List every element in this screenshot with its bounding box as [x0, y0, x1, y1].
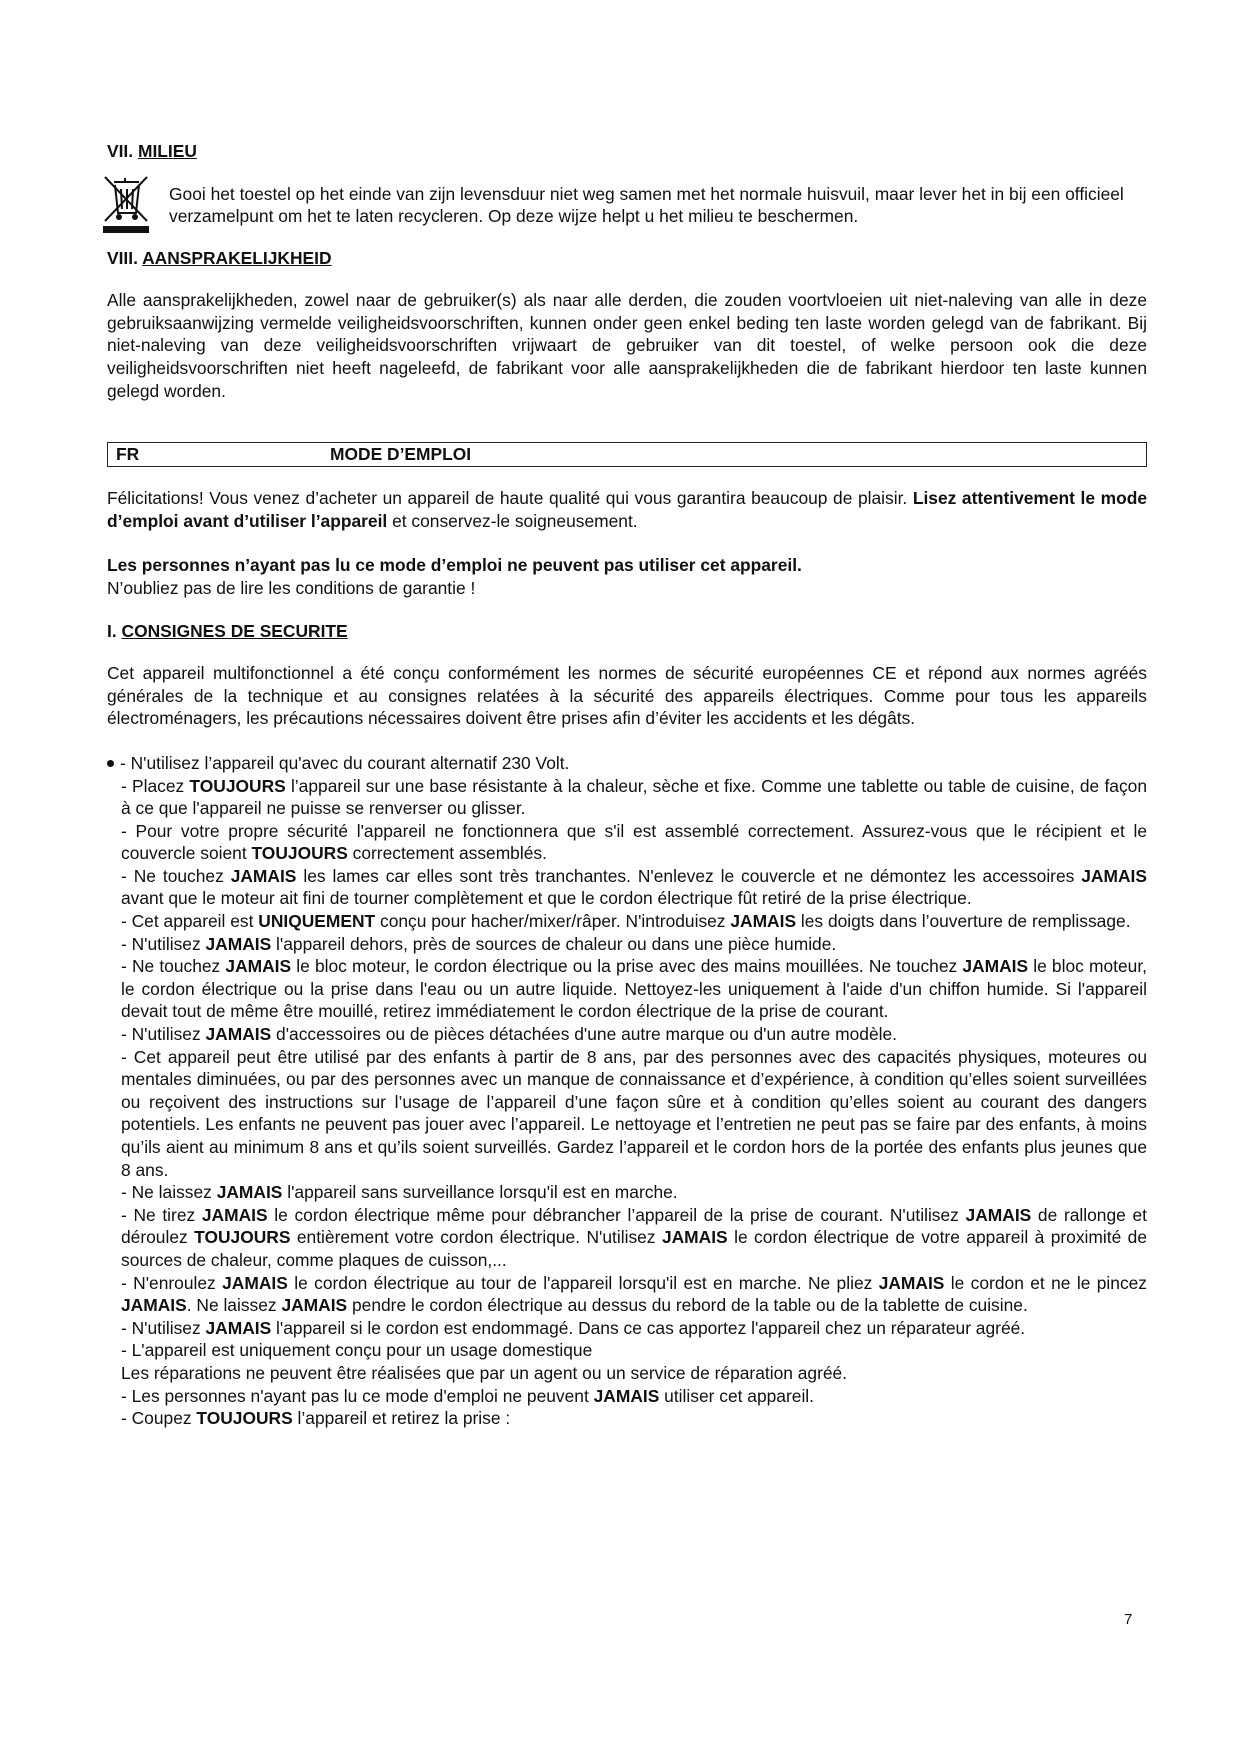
- rule-emphasis: JAMAIS: [230, 865, 297, 886]
- rule-text: - Pour votre propre sécurité l'appareil ne fonctionnera que s'il est assemblé correctement. Assurez-vous que le récipient et le couvercle soient: [121, 820, 1147, 864]
- rule-text: Les réparations ne peuvent être réalisées que par un agent ou un service de réparation agréé.: [121, 1362, 848, 1383]
- rule-text: - Ne laissez: [121, 1182, 217, 1203]
- section-heading-consignes: [107, 620, 1147, 643]
- rule-text: - N'enroulez: [121, 1272, 223, 1293]
- rule-text: - Ne touchez: [121, 865, 231, 886]
- rule-text: de rallonge et déroulez: [121, 1204, 1147, 1248]
- rule-emphasis: JAMAIS: [661, 1227, 728, 1248]
- rule-text: utiliser cet appareil.: [659, 1385, 814, 1406]
- safety-rule-item: [107, 1339, 1147, 1362]
- rule-emphasis: JAMAIS: [205, 933, 272, 954]
- bullet-icon: [107, 760, 114, 767]
- rule-text: - Cet appareil est: [121, 911, 259, 932]
- safety-rule-item: [107, 752, 1147, 775]
- rule-emphasis: JAMAIS: [965, 1204, 1032, 1225]
- safety-rule-item: [107, 1407, 1147, 1430]
- rule-text: l'appareil si le cordon est endommagé. Dans ce cas apportez l'appareil chez un réparateur agréé.: [271, 1317, 1026, 1338]
- rule-emphasis: TOUJOURS: [251, 843, 348, 864]
- safety-rule-item: [107, 910, 1147, 933]
- rule-text: - L'appareil est uniquement conçu pour un usage domestique: [121, 1340, 593, 1361]
- consignes-intro: Cet appareil multifonctionnel a été conçu conformément les normes de sécurité européennes CE et répond aux normes agréés générales de la technique et au consignes relatées à la sécurité des appareils électriques. Comme pour tous les appareils électroménagers, les précautions nécessaires doivent être prises afin d’éviter les accidents et les dégâts.: [107, 663, 1147, 729]
- rule-text: le cordon électrique même pour débrancher l’appareil de la prise de courant. N'utilisez: [267, 1204, 966, 1225]
- rule-emphasis: JAMAIS: [593, 1385, 660, 1406]
- rule-text: conçu pour hacher/mixer/râper. N'introduisez: [375, 911, 731, 932]
- rule-text: - Les personnes n'ayant pas lu ce mode d'emploi ne peuvent: [121, 1385, 594, 1406]
- safety-rule-item: [107, 1317, 1147, 1340]
- rule-text: l’appareil et retirez la prise :: [292, 1408, 511, 1429]
- language-code: FR: [116, 444, 140, 465]
- rule-emphasis: JAMAIS: [222, 1272, 288, 1293]
- rule-text: - N'utilisez: [121, 1024, 206, 1045]
- section-heading-milieu: [107, 140, 1147, 163]
- heading-number: VIII.: [107, 247, 138, 268]
- safety-rule-item: [107, 1204, 1147, 1272]
- rule-emphasis: JAMAIS: [121, 1295, 187, 1316]
- rule-emphasis: UNIQUEMENT: [258, 911, 376, 932]
- safety-rule-item: [107, 865, 1147, 910]
- safety-rule-item: [107, 1272, 1147, 1317]
- heading-title: MILIEU: [137, 141, 197, 161]
- warning-statement: Les personnes n’ayant pas lu ce mode d’emploi ne peuvent pas utiliser cet appareil.: [107, 555, 802, 576]
- language-section-title: MODE D’EMPLOI: [330, 444, 472, 465]
- safety-rule-item: [107, 1181, 1147, 1204]
- language-section-header: [107, 442, 1147, 467]
- rule-emphasis: JAMAIS: [281, 1295, 348, 1316]
- intro-text: Félicitations! Vous venez d’acheter un appareil de haute qualité qui vous garantira beaucoup de plaisir.: [107, 488, 913, 509]
- safety-rule-item: [107, 955, 1147, 1023]
- rule-text: avant que le moteur ait fini de tourner complètement et que le cordon électrique fût retiré de la prise électrique.: [121, 888, 972, 909]
- rule-text: l’appareil sur une base résistante à la chaleur, sèche et fixe. Comme une tablette ou table de cuisine, de façon à ce que l'appareil ne puisse se renverser ou glisser.: [121, 775, 1147, 819]
- rule-text: l'appareil sans surveillance lorsqu'il est en marche.: [282, 1182, 678, 1203]
- rule-emphasis: TOUJOURS: [196, 1408, 293, 1429]
- rule-emphasis: JAMAIS: [205, 1024, 272, 1045]
- rule-emphasis: JAMAIS: [225, 956, 292, 977]
- milieu-block: [107, 173, 1147, 235]
- rule-text: pendre le cordon électrique au dessus du rebord de la table ou de la tablette de cuisine.: [347, 1295, 1028, 1316]
- rule-text: - Cet appareil peut être utilisé par des enfants à partir de 8 ans, par des personnes avec des capacités physiques, moteures ou mentales diminuées, ou par des personnes avec un manque de connaissance et d’expérience, à condition qu’elles soient surveillées ou reçoivent des instructions sur l’usage de l’appareil d’une façon sûre et à condition qu’elles soient au courant des dangers potentiels. Les enfants ne peuvent pas jouer avec l’appareil. Le nettoyage et l’entretien ne peut pas se faire par des enfants, à moins qu’ils aient au minimum 8 ans et qu’ils soient surveillés. Gardez l’appareil et le cordon hors de la portée des enfants plus jeunes que 8 ans.: [121, 1046, 1147, 1180]
- rule-text: le bloc moteur, le cordon électrique ou la prise dans l'eau ou un autre liquide. Nettoyez-les uniquement à l'aide d'un chiffon humide. Si l'appareil devait tout de même être mouillé, retirez immédiatement le cordon électrique de la prise de courant.: [121, 956, 1147, 1022]
- section-heading-aansprakelijkheid: [107, 247, 1147, 270]
- rule-text: - N'utilisez: [121, 1317, 206, 1338]
- aansprakelijkheid-text: Alle aansprakelijkheden, zowel naar de gebruiker(s) als naar alle derden, die zouden voortvloeien uit niet-naleving van alle in deze gebruiksaanwijzing vermelde veiligheidsvoorschriften, kunnen onder geen enkel beding ten laste worden gelegd van de fabrikant. Bij niet-naleving van deze veiligheidsvoorschriften vrijwaart de gebruiker van dit toestel, of welke persoon ook die deze veiligheidsvoorschriften niet heeft nageleefd, de fabrikant voor alle aansprakelijkheden die de fabrikant hierdoor ten laste kunnen gelegd worden.: [107, 290, 1147, 401]
- document-page: [107, 140, 1147, 1430]
- intro-emphasis: Lisez attentivement le mode d’emploi avant d’utiliser l’appareil: [107, 488, 1147, 531]
- heading-title: AANSPRAKELIJKHEID: [142, 247, 332, 268]
- safety-rule-item: [107, 1023, 1147, 1046]
- rule-emphasis: TOUJOURS: [189, 775, 286, 796]
- heading-number: VII.: [107, 141, 134, 161]
- intro-text-end: et conservez-le soigneusement.: [387, 510, 638, 531]
- safety-rule-item: [107, 933, 1147, 956]
- crossed-out-wheelie-bin-icon: [99, 173, 153, 235]
- rule-emphasis: JAMAIS: [1081, 865, 1147, 886]
- rule-text: . Ne laissez: [186, 1295, 282, 1316]
- safety-rule-item: [107, 1385, 1147, 1408]
- safety-rule-item: [107, 1362, 1147, 1385]
- rule-text: le cordon et ne le pincez: [944, 1272, 1148, 1293]
- rule-text: le cordon électrique au tour de l'appareil lorsqu'il est en marche. Ne pliez: [287, 1272, 879, 1293]
- safety-rule-item: [107, 820, 1147, 865]
- rule-text: d'accessoires ou de pièces détachées d'une autre marque ou d'un autre modèle.: [271, 1024, 898, 1045]
- heading-title: CONSIGNES DE SECURITE: [121, 620, 348, 641]
- safety-rules-list: [107, 752, 1147, 1430]
- rule-text: - Coupez: [121, 1408, 197, 1429]
- safety-rule-item: [107, 775, 1147, 820]
- rule-emphasis: JAMAIS: [205, 1317, 272, 1338]
- milieu-text: Gooi het toestel op het einde van zijn levensduur niet weg samen met het normale huisvuil, maar lever het in bij een officieel verzamelpunt om het te laten recycleren. Op deze wijze helpt u het milieu te beschermen.: [169, 183, 1124, 227]
- rule-emphasis: JAMAIS: [962, 956, 1029, 977]
- rule-text: - N'utilisez l’appareil qu'avec du courant alternatif 230 Volt.: [120, 752, 570, 773]
- rule-emphasis: JAMAIS: [730, 911, 797, 932]
- guarantee-reminder: N’oubliez pas de lire les conditions de garantie !: [107, 577, 476, 598]
- rule-emphasis: JAMAIS: [878, 1272, 945, 1293]
- rule-emphasis: TOUJOURS: [194, 1227, 291, 1248]
- rule-text: - Ne tirez: [121, 1204, 202, 1225]
- rule-text: - N'utilisez: [121, 933, 206, 954]
- rule-text: correctement assemblés.: [347, 843, 547, 864]
- rule-emphasis: JAMAIS: [201, 1204, 268, 1225]
- safety-rule-item: [107, 1046, 1147, 1182]
- rule-emphasis: JAMAIS: [216, 1182, 283, 1203]
- rule-text: - Ne touchez: [121, 956, 226, 977]
- rule-text: entièrement votre cordon électrique. N'utilisez: [290, 1227, 662, 1248]
- rule-text: le bloc moteur, le cordon électrique ou la prise avec des mains mouillées. Ne touchez: [291, 956, 963, 977]
- rule-text: l'appareil dehors, près de sources de chaleur ou dans une pièce humide.: [271, 933, 837, 954]
- heading-number: I.: [107, 620, 117, 641]
- rule-text: le cordon électrique de votre appareil à proximité de sources de chaleur, comme plaques de cuisson,...: [121, 1227, 1148, 1270]
- page-number: 7: [1124, 1611, 1133, 1628]
- rule-text: les lames car elles sont très tranchantes. N'enlevez le couvercle et ne démontez les accessoires: [296, 865, 1082, 886]
- intro-paragraph: [107, 487, 1147, 532]
- rule-text: les doigts dans l’ouverture de remplissage.: [796, 911, 1131, 932]
- rule-text: - Placez: [121, 775, 190, 796]
